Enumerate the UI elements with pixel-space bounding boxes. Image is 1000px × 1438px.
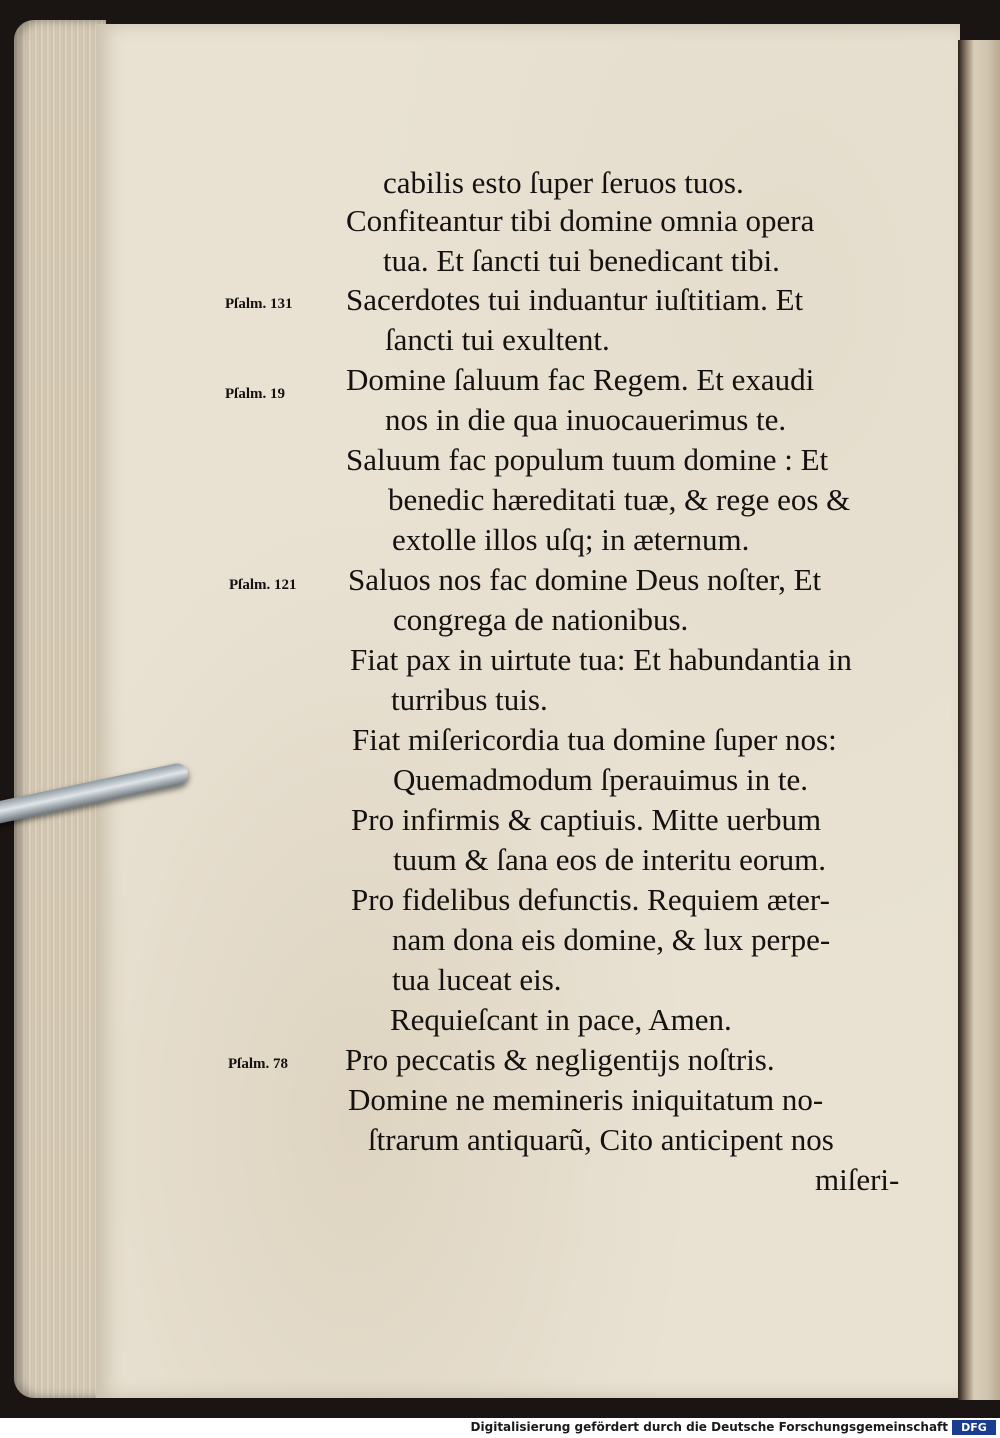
- footer-credit: Digitalisierung gefördert durch die Deutsche Forschungsgemeinschaft: [470, 1420, 948, 1434]
- text-line: Saluos nos fac domine Deus noſter, Et: [348, 562, 822, 597]
- text-line: Pro infirmis & captiuis. Mitte uerbum: [351, 802, 822, 837]
- text-line: nos in die qua inuocauerimus te.: [385, 402, 787, 437]
- text-line: Fiat miſericordia tua domine ſuper nos:: [352, 722, 837, 757]
- text-line: tuum & ſana eos de interitu eorum.: [393, 842, 827, 877]
- text-line: ſtrarum antiquarũ, Cito anticipent nos: [368, 1122, 834, 1157]
- text-line: nam dona eis domine, & lux perpe-: [392, 922, 831, 957]
- dfg-logo: DFG: [952, 1420, 996, 1435]
- text-line: tua. Et ſancti tui benedicant tibi.: [383, 243, 780, 278]
- text-line: Pro fidelibus defunctis. Requiem æter-: [351, 882, 830, 917]
- text-line: Domine ne memineris iniquitatum no-: [348, 1082, 824, 1117]
- digitization-footer: [0, 1418, 1000, 1438]
- margin-note-psalm: Pſalm. 19: [225, 386, 285, 402]
- margin-note-psalm: Pſalm. 121: [229, 577, 297, 593]
- margin-note-psalm: Pſalm. 78: [228, 1056, 288, 1072]
- text-line: ſancti tui exultent.: [385, 322, 610, 357]
- margin-note-psalm: Pſalm. 131: [225, 296, 293, 312]
- text-line: cabilis esto ſuper ſeruos tuos.: [383, 165, 744, 200]
- book-block-edge: [14, 20, 106, 1398]
- text-line: Confiteantur tibi domine omnia opera: [346, 203, 815, 238]
- text-line: Domine ſaluum fac Regem. Et exaudi: [346, 362, 815, 397]
- text-line: congrega de nationibus.: [393, 602, 689, 637]
- text-line: Quemadmodum ſperauimus in te.: [393, 762, 808, 797]
- text-line: tua luceat eis.: [392, 962, 562, 997]
- text-line: Saluum fac populum tuum domine : Et: [346, 442, 829, 477]
- facing-page-edge: [958, 40, 1000, 1400]
- catchword: miſeri-: [815, 1162, 900, 1197]
- text-line: Requieſcant in pace, Amen.: [390, 1002, 732, 1037]
- text-line: Fiat pax in uirtute tua: Et habundantia in: [350, 642, 852, 677]
- text-line: extolle illos uſq; in æternum.: [392, 522, 750, 557]
- text-line: benedic hæreditati tuæ, & rege eos &: [388, 482, 851, 517]
- text-line: Sacerdotes tui induantur iuſtitiam. Et: [346, 282, 804, 317]
- text-line: Pro peccatis & negligentijs noſtris.: [345, 1042, 775, 1077]
- text-line: turribus tuis.: [391, 682, 548, 717]
